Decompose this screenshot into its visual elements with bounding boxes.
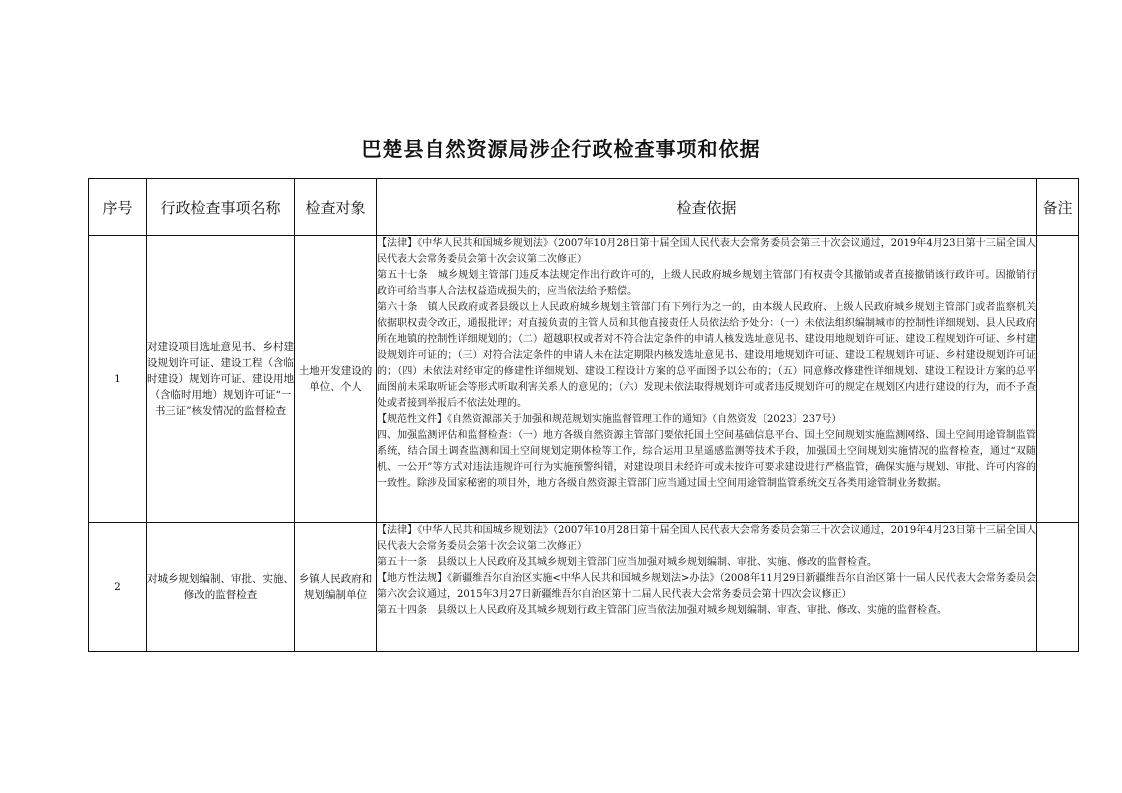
- basis-paragraph: 【法律】《中华人民共和国城乡规划法》（2007年10月28日第十届全国人民代表大会常务委员会第三十次会议通过，2019年4月23日第十三届全国人民代表大会常务委员会第十次会议第二次修正）: [377, 525, 1036, 552]
- header-remark: 备注: [1037, 179, 1079, 236]
- basis-paragraph: 【地方性法规】《新疆维吾尔自治区实施<中华人民共和国城乡规划法>办法》（2008年11月29日新疆维吾尔自治区第十一届人民代表大会常务委员会第六次会议通过，2015年3月27日新疆维吾尔自治区第十二届人民代表大会常务委员会第十四次会议修正）: [377, 573, 1036, 600]
- row-seq: 2: [89, 523, 147, 652]
- row-basis: [377, 523, 1037, 652]
- header-item-name: 行政检查事项名称: [147, 179, 295, 236]
- row-remark: [1037, 236, 1079, 523]
- header-target: 检查对象: [295, 179, 377, 236]
- row-remark: [1037, 523, 1079, 652]
- table-header-row: [89, 179, 1079, 236]
- basis-paragraph: 第六十条 镇人民政府或者县级以上人民政府城乡规划主管部门有下列行为之一的，由本级人民政府、上级人民政府城乡规划主管部门或者监察机关依据职权责令改正，通报批评；对直接负责的主管人员和其他直接责任人员依法给予处分：（一）未依法组织编制城市的控制性详细规划、县人民政府所在地镇的控制性详细规划的；（二）超越职权或者对不符合法定条件的申请人核发选址意见书、建设用地规划许可证、建设工程规划许可证、乡村建设规划许可证的；（三）对符合法定条件的申请人未在法定期限内核发选址意见书、建设用地规划许可证、建设工程规划许可证、乡村建设规划许可证的；（四）未依法对经审定的修建性详细规划、建设工程设计方案的总平面图予以公布的；（五）同意修改修建性详细规划、建设工程设计方案的总平面图前未采取听证会等形式听取利害关系人的意见的；（六）发现未依法取得规划许可或者违反规划许可的规定在规划区内进行建设的行为，而不予查处或者接到举报后不依法处理的。: [377, 302, 1036, 409]
- basis-paragraph: 【规范性文件】《自然资源部关于加强和规范规划实施监督管理工作的通知》（自然资发〔2023〕237号）: [377, 414, 842, 425]
- inspection-table: [88, 178, 1079, 652]
- header-basis: 检查依据: [377, 179, 1037, 236]
- header-seq: 序号: [89, 179, 147, 236]
- basis-paragraph: 第五十四条 县级以上人民政府及其城乡规划行政主管部门应当依法加强对城乡规划编制、审查、审批、修改、实施的监督检查。: [377, 605, 947, 616]
- page-title: 巴楚县自然资源局涉企行政检查事项和依据: [361, 137, 761, 161]
- basis-paragraph: 第五十七条 城乡规划主管部门违反本法规定作出行政许可的，上级人民政府城乡规划主管部门有权责令其撤销或者直接撤销该行政许可。因撤销行政许可给当事人合法权益造成损失的，应当依法给予赔偿。: [377, 270, 1036, 297]
- row-seq: 1: [89, 236, 147, 523]
- row-target: 土地开发建设的单位、个人: [295, 236, 377, 523]
- row-item-name: 对建设项目选址意见书、乡村建设规划许可证、建设工程（含临时建设）规划许可证、建设用地（含临时用地）规划许可证“一书三证”核发情况的监督检查: [147, 236, 295, 523]
- row-target: 乡镇人民政府和规划编制单位: [295, 523, 377, 652]
- table-row: [89, 236, 1079, 523]
- row-basis: [377, 236, 1037, 523]
- basis-paragraph: 第五十一条 县级以上人民政府及其城乡规划主管部门应当加强对城乡规划编制、审批、实施、修改的监督检查。: [377, 557, 877, 568]
- table-row: [89, 523, 1079, 652]
- row-item-name: 对城乡规划编制、审批、实施、修改的监督检查: [147, 523, 295, 652]
- basis-paragraph: 【法律】《中华人民共和国城乡规划法》（2007年10月28日第十届全国人民代表大会常务委员会第三十次会议通过，2019年4月23日第十三届全国人民代表大会常务委员会第十次会议第二次修正）: [377, 238, 1036, 265]
- basis-paragraph: 四、加强监测评估和监督检查：（一）地方各级自然资源主管部门要依托国土空间基础信息平台、国土空间规划实施监测网络、国土空间用途管制监管系统，结合国土调查监测和国土空间规划定期体检等工作，综合运用卫星遥感监测等技术手段，加强国土空间规划实施情况的监督检查，通过“双随机、一公开”等方式对违法违规许可行为实施预警纠错，对建设项目未经许可或未按许可要求建设进行严格监管，确保实施与规划、审批、许可内容的一致性。除涉及国家秘密的项目外，地方各级自然资源主管部门应当通过国土空间用途管制监管系统交互各类用途管制业务数据。: [377, 430, 1036, 489]
